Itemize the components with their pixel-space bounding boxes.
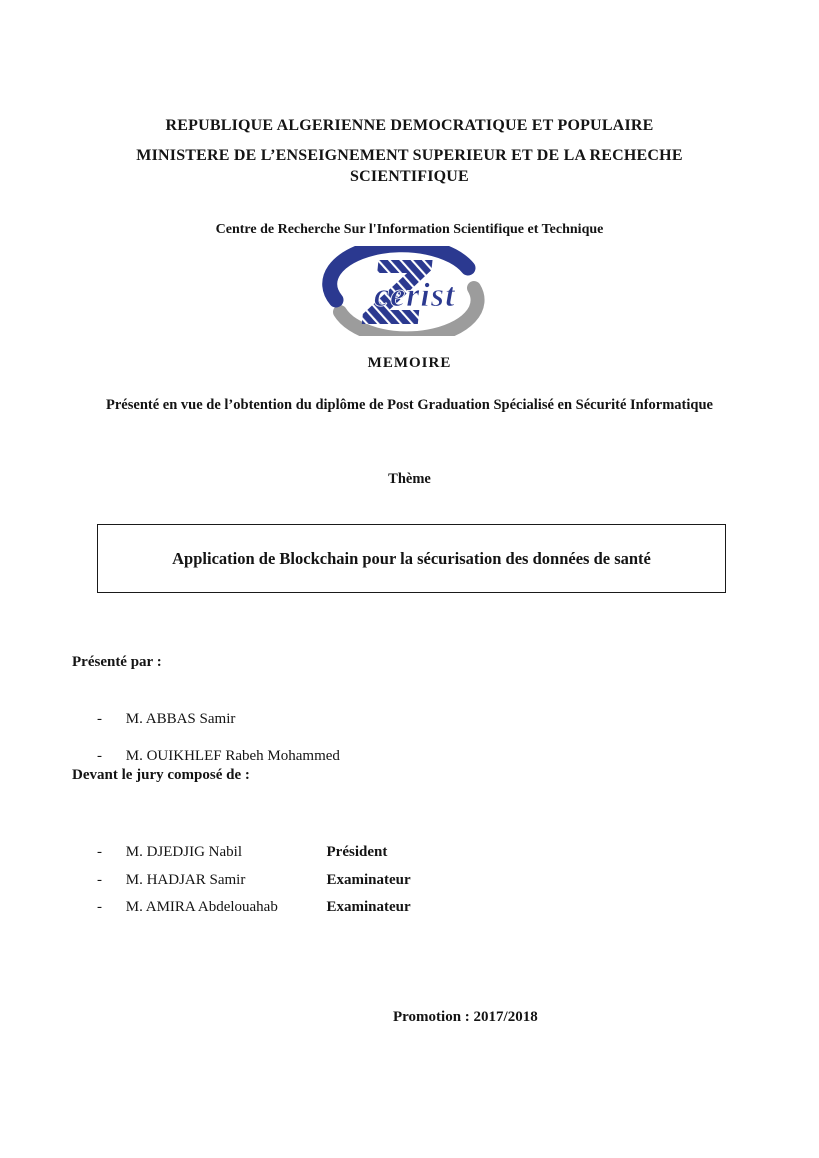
dash-icon: - <box>97 748 102 764</box>
cerist-logo <box>322 246 498 336</box>
presenter-row <box>97 711 235 728</box>
degree-text: Présenté en vue de l’obtention du diplôme de Post Graduation Spécialisé en Sécurité Informatique <box>106 397 713 413</box>
jury-member-name: M. AMIRA Abdelouahab <box>125 899 278 915</box>
degree-line <box>0 395 819 416</box>
jury-member-role: Examinateur <box>326 872 411 888</box>
dash-icon: - <box>97 711 102 727</box>
logo-wordmark: cerist <box>373 277 456 314</box>
jury-member-name: M. HADJAR Samir <box>125 872 246 888</box>
memoire-heading: MEMOIRE <box>367 355 452 371</box>
ministry-header-line <box>0 145 819 187</box>
jury-row <box>97 844 387 861</box>
jury-row <box>97 899 411 916</box>
dash-icon: - <box>97 872 102 888</box>
dash-icon: - <box>97 844 102 860</box>
presented-by-label: Présenté par : <box>72 654 162 670</box>
presenter-name: M. ABBAS Samir <box>125 711 236 727</box>
presenter-row <box>97 748 340 765</box>
thesis-title-box <box>97 524 726 593</box>
cerist-logo-graphic <box>322 246 498 336</box>
jury-label: Devant le jury composé de : <box>72 767 250 783</box>
institute-line: Centre de Recherche Sur l'Information Scientifique et Technique <box>215 222 604 237</box>
republic-header-line: REPUBLIQUE ALGERIENNE DEMOCRATIQUE ET POPULAIRE <box>165 117 654 134</box>
thesis-title: Application de Blockchain pour la sécurisation des données de santé <box>172 548 651 568</box>
dash-icon: - <box>97 899 102 915</box>
jury-row <box>97 872 411 889</box>
presenter-name: M. OUIKHLEF Rabeh Mohammed <box>125 748 340 764</box>
theme-label: Thème <box>388 471 431 487</box>
ministry-header-text: MINISTERE DE L’ENSEIGNEMENT SUPERIEUR ET DE LA RECHECHE SCIENTIFIQUE <box>136 147 683 185</box>
jury-member-name: M. DJEDJIG Nabil <box>125 844 242 860</box>
jury-member-role: Examinateur <box>326 899 411 915</box>
promotion-line: Promotion : 2017/2018 <box>393 1009 538 1025</box>
jury-member-role: Président <box>326 844 388 860</box>
